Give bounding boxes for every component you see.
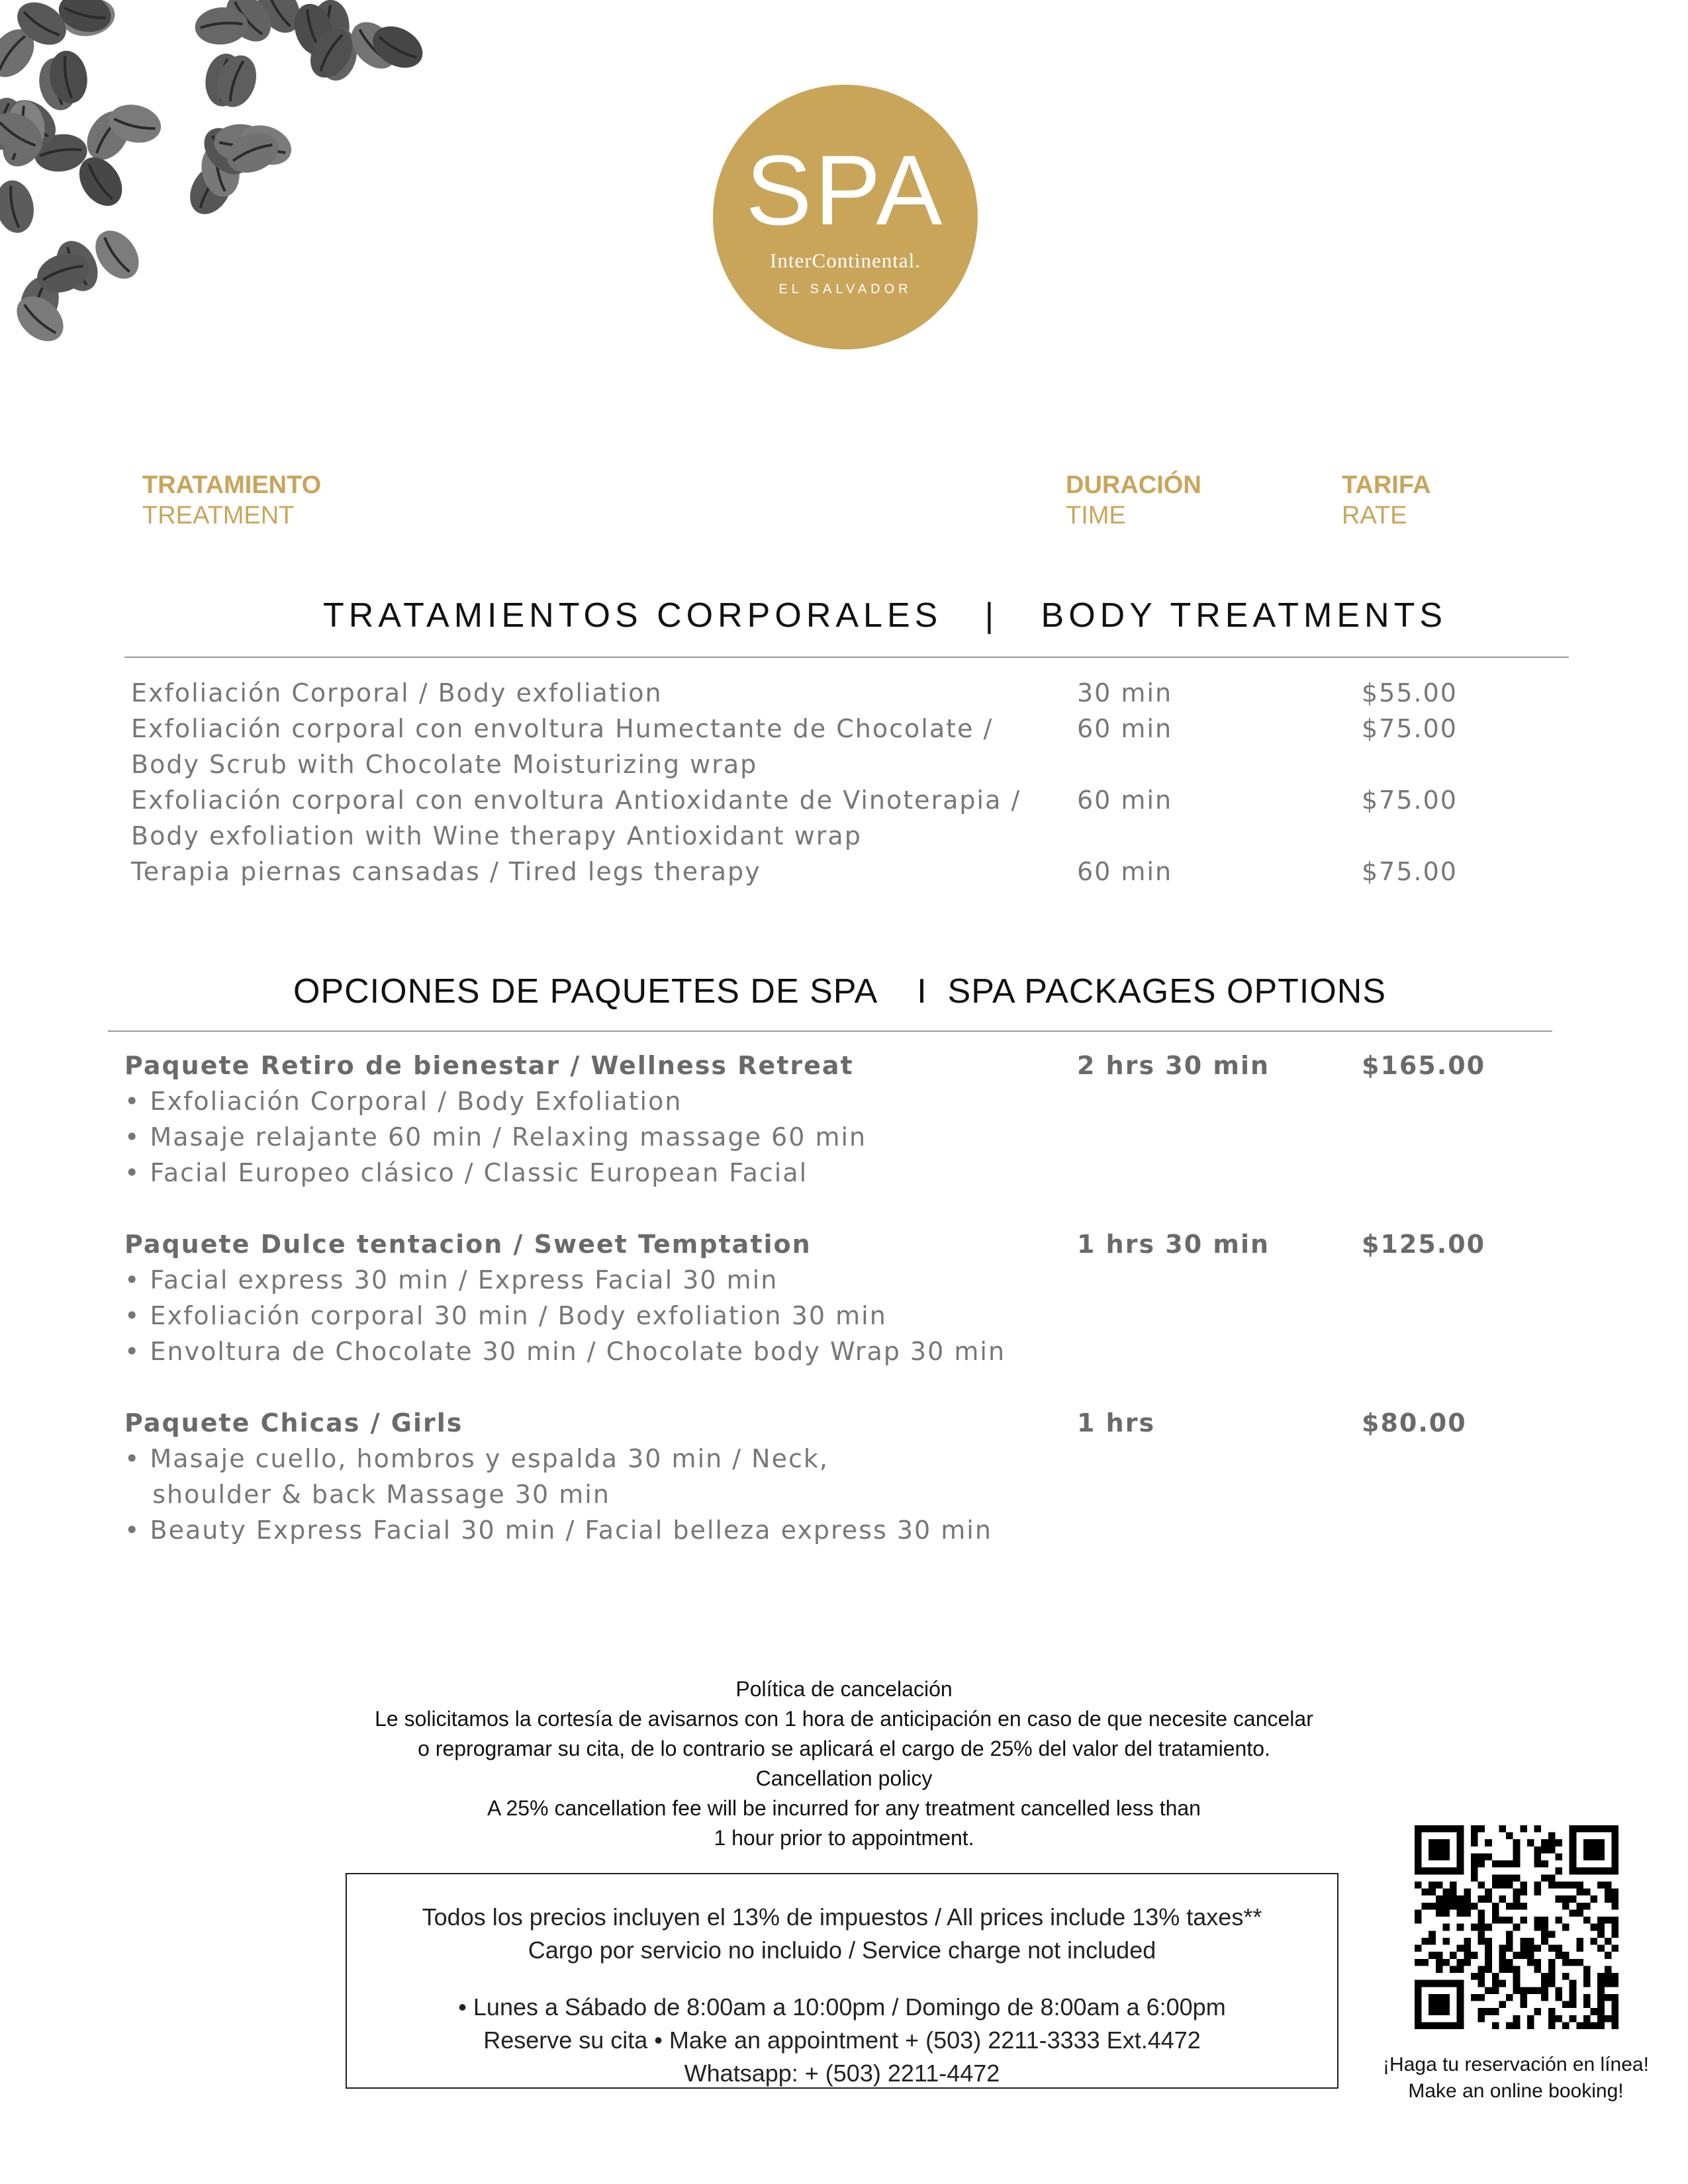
package-time: 1 hrs 30 min [1077, 1230, 1270, 1259]
logo-brand: InterContinental. [770, 249, 921, 272]
policy-line: Le solicitamos la cortesía de avisarnos con 1 hora de anticipación en caso de que necesite cancelar [375, 1707, 1313, 1731]
header-time-en: TIME [1066, 502, 1126, 529]
body-treatments-rule [124, 657, 1569, 658]
qr-caption-es: ¡Haga tu reservación en línea! [1383, 2054, 1649, 2075]
logo-country: EL SALVADOR [778, 282, 912, 296]
coffee-beans-image [0, 0, 516, 371]
package-name: Paquete Retiro de bienestar / Wellness Retreat [124, 1051, 854, 1080]
package-time: 2 hrs 30 min [1077, 1051, 1270, 1080]
treatment-name: Exfoliación corporal con envoltura Antioxidante de Vinoterapia / [131, 786, 1021, 815]
treatment-time: 60 min [1077, 714, 1173, 743]
header-time-es: DURACIÓN [1066, 471, 1201, 499]
info-box [346, 1873, 1338, 2089]
header-rate-es: TARIFA [1342, 471, 1431, 499]
header-treatment-en: TREATMENT [142, 502, 295, 529]
packages-title: OPCIONES DE PAQUETES DE SPA I SPA PACKAGES OPTIONS [293, 972, 1387, 1011]
treatment-rate: $75.00 [1362, 714, 1458, 743]
appointment-phone: Reserve su cita • Make an appointment + (503) 2211-3333 Ext.4472 [483, 2026, 1201, 2054]
header-rate-en: RATE [1342, 502, 1407, 529]
policy-line: 1 hour prior to appointment. [714, 1826, 974, 1850]
package-rate: $80.00 [1362, 1408, 1467, 1437]
treatment-name: Exfoliación Corporal / Body exfoliation [131, 678, 663, 707]
body-treatments-title: TRATAMIENTOS CORPORALES | BODY TREATMENTS [323, 596, 1448, 635]
treatment-name: Body exfoliation with Wine therapy Antioxidant wrap [131, 821, 862, 850]
package-item: shoulder & back Massage 30 min [124, 1480, 610, 1509]
coffee-bean [0, 177, 38, 236]
treatment-rate: $75.00 [1362, 857, 1458, 886]
package-item: • Masaje cuello, hombros y espalda 30 min / Neck, [124, 1444, 829, 1473]
treatment-rate: $75.00 [1362, 786, 1458, 815]
package-name: Paquete Chicas / Girls [124, 1408, 463, 1437]
qr-caption-en: Make an online booking! [1408, 2080, 1624, 2102]
package-item: • Facial Europeo clásico / Classic European Facial [124, 1158, 808, 1187]
spa-logo [713, 85, 978, 349]
treatment-name: Exfoliación corporal con envoltura Humectante de Chocolate / [131, 714, 994, 743]
treatment-time: 60 min [1077, 857, 1173, 886]
package-item: • Exfoliación corporal 30 min / Body exfoliation 30 min [124, 1301, 887, 1330]
package-item: • Beauty Express Facial 30 min / Facial belleza express 30 min [124, 1516, 992, 1545]
package-rate: $125.00 [1362, 1230, 1486, 1259]
package-item: • Facial express 30 min / Express Facial 30 min [124, 1265, 778, 1295]
package-item: • Envoltura de Chocolate 30 min / Chocolate body Wrap 30 min [124, 1337, 1006, 1366]
package-item: • Exfoliación Corporal / Body Exfoliation [124, 1087, 682, 1116]
treatment-rate: $55.00 [1362, 678, 1458, 707]
package-name: Paquete Dulce tentacion / Sweet Temptation [124, 1230, 812, 1259]
treatment-name: Terapia piernas cansadas / Tired legs therapy [131, 857, 761, 886]
treatment-time: 30 min [1077, 678, 1173, 707]
packages-rule [108, 1030, 1552, 1032]
policy-line: o reprogramar su cita, de lo contrario se aplicará el cargo de 25% del valor del tratamiento. [418, 1737, 1270, 1760]
whatsapp-phone: Whatsapp: + (503) 2211-4472 [684, 2060, 1000, 2087]
policy-line: Cancellation policy [755, 1766, 933, 1790]
package-time: 1 hrs [1077, 1408, 1156, 1437]
booking-qr-code[interactable] [1415, 1825, 1618, 2029]
policy-line: A 25% cancellation fee will be incurred for any treatment cancelled less than [487, 1796, 1201, 1820]
taxes-note: Todos los precios incluyen el 13% de impuestos / All prices include 13% taxes** [422, 1903, 1262, 1931]
service-note: Cargo por servicio no incluido / Service charge not included [528, 1936, 1156, 1964]
package-item: • Masaje relajante 60 min / Relaxing massage 60 min [124, 1122, 867, 1152]
opening-hours: • Lunes a Sábado de 8:00am a 10:00pm / Domingo de 8:00am a 6:00pm [458, 1993, 1226, 2021]
header-treatment-es: TRATAMIENTO [142, 471, 322, 499]
policy-line: Política de cancelación [735, 1677, 953, 1701]
treatment-name: Body Scrub with Chocolate Moisturizing wrap [131, 750, 758, 779]
package-rate: $165.00 [1362, 1051, 1486, 1080]
logo-spa-text: SPA [745, 134, 945, 246]
treatment-time: 60 min [1077, 786, 1173, 815]
